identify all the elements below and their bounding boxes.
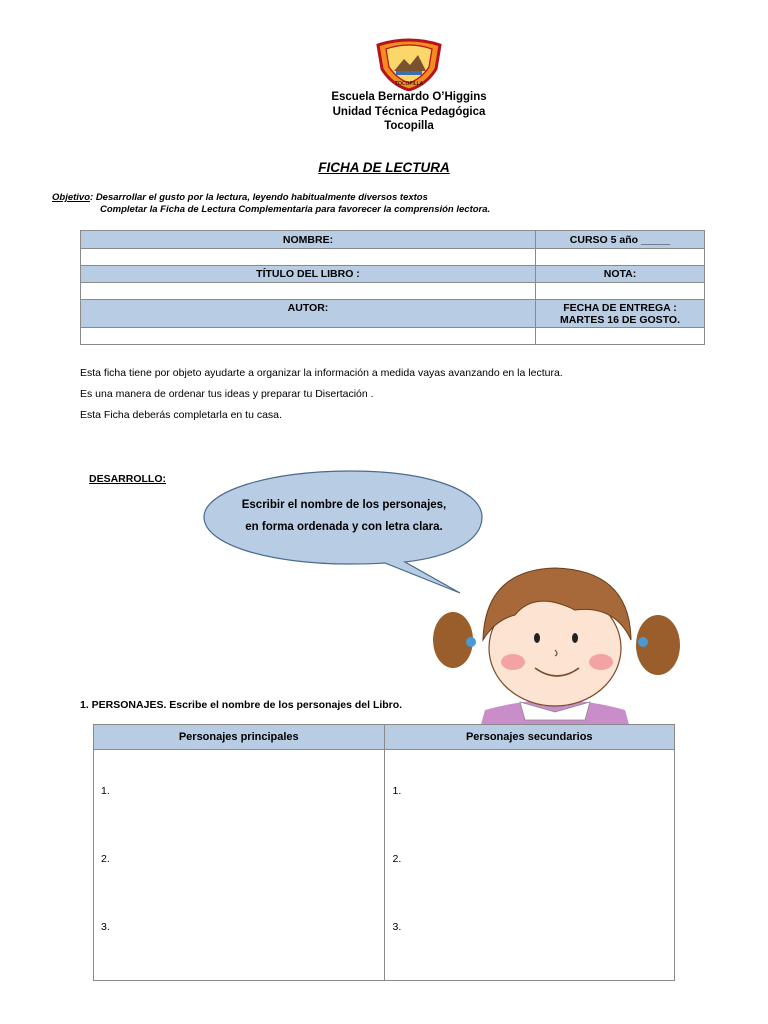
page-title: FICHA DE LECTURA [318,160,450,175]
school-name: Escuela Bernardo O’Higgins [331,91,487,103]
curso-label: CURSO 5 año _____ [536,231,705,249]
fecha-field[interactable] [536,328,705,345]
objective-label: Objetivo [52,192,91,203]
principal-item-1: 1. [101,785,110,797]
nota-field[interactable] [536,283,705,300]
section-1-heading: 1. PERSONAJES. Escribe el nombre de los personajes del Libro. [80,699,403,711]
crest-text: TOCOPILLA [394,81,424,87]
autor-label: AUTOR: [81,300,536,328]
development-label: DESARROLLO: [89,473,166,485]
principal-characters-cell[interactable] [94,750,385,981]
bubble-line1: Escribir el nombre de los personajes, [241,499,447,511]
paragraph-3: Esta Ficha deberás completarla en tu casa. [80,409,282,421]
nombre-field[interactable] [81,249,536,266]
objective-line2: Completar la Ficha de Lectura Complementaria para favorecer la comprensión lectora. [100,204,491,215]
fecha-value: MARTES 16 DE GOSTO. [560,313,680,326]
principal-item-3: 3. [101,921,110,933]
titulo-field[interactable] [81,283,536,300]
fecha-label: FECHA DE ENTREGA : [563,301,677,314]
nombre-label: NOMBRE: [81,231,536,249]
nota-label: NOTA: [536,266,705,283]
fecha-cell [536,300,705,328]
characters-table [93,724,675,981]
school-header [0,90,768,134]
bubble-line2: en forma ordenada y con letra clara. [245,521,443,533]
objective-text: : Desarrollar el gusto por la lectura, leyendo habitualmente diversos textos [90,192,428,203]
curso-field[interactable] [536,249,705,266]
secondary-characters-cell[interactable] [384,750,675,981]
secondary-item-1: 1. [392,785,402,797]
paragraph-1: Esta ficha tiene por objeto ayudarte a organizar la información a medida vayas avanzando en la lectura. [80,367,563,379]
school-unit: Unidad Técnica Pedagógica [332,105,486,118]
paragraph-2: Es una manera de ordenar tus ideas y preparar tu Disertación . [80,388,374,400]
secondary-characters-header: Personajes secundarios [384,725,675,750]
principal-characters-header: Personajes principales [94,725,385,750]
school-crest-logo [374,37,444,91]
objective-line1 [52,191,428,204]
titulo-label: TÍTULO DEL LIBRO : [81,266,536,283]
student-info-table [80,230,705,345]
girl-illustration [425,560,685,728]
bubble-text [212,494,476,538]
principal-item-2: 2. [101,853,110,865]
autor-field[interactable] [81,328,536,345]
secondary-item-2: 2. [392,853,402,865]
secondary-item-3: 3. [392,921,402,933]
school-city: Tocopilla [384,120,434,132]
